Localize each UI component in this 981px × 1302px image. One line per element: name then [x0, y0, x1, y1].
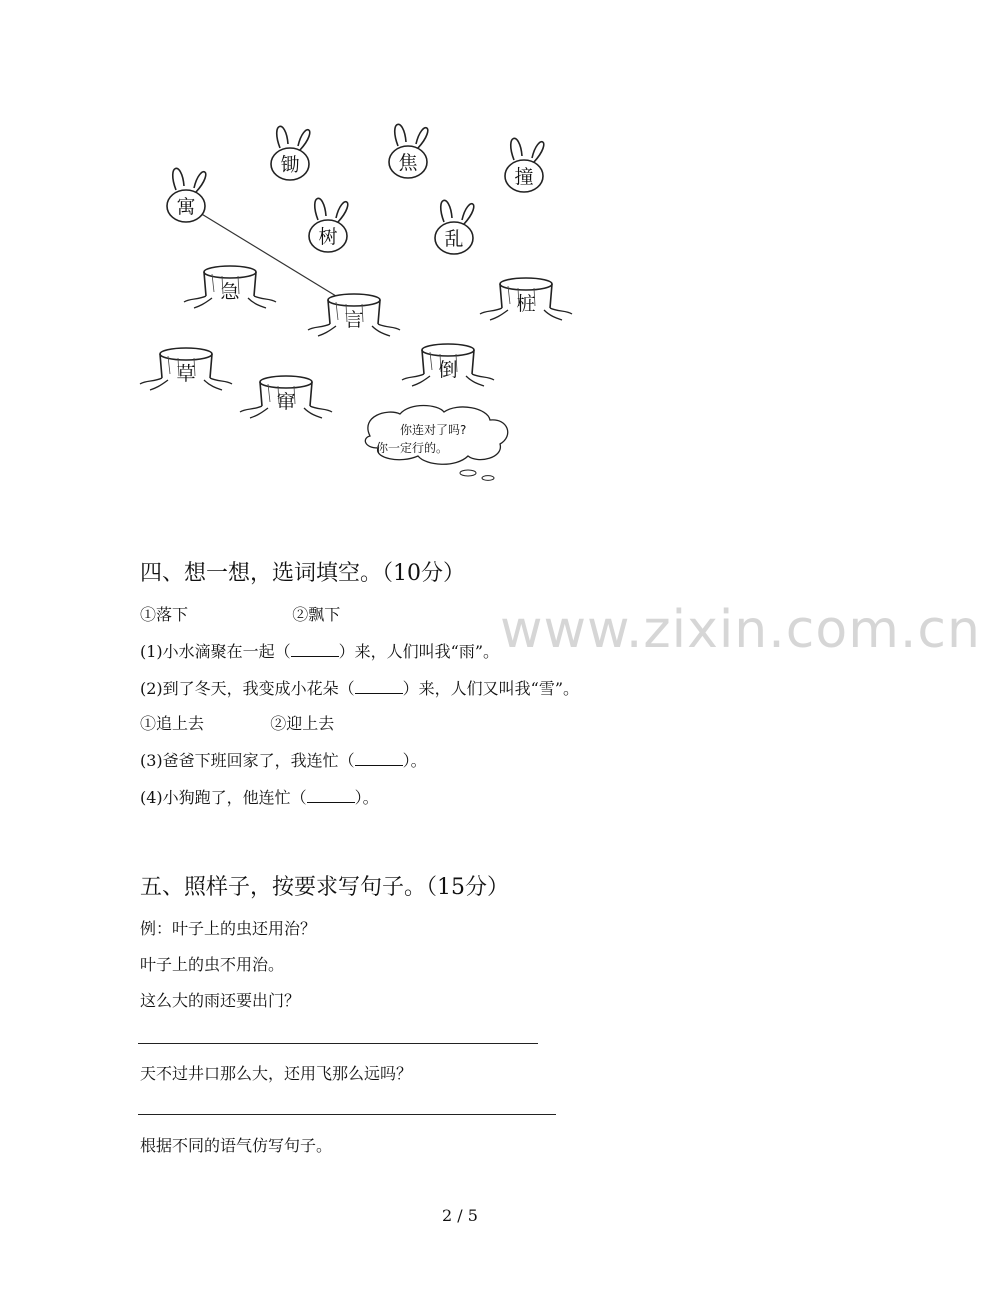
- stump-char: 言: [344, 309, 364, 331]
- stump-yan[interactable]: [308, 294, 400, 336]
- thought-bubble: [365, 406, 507, 481]
- stump-char: 倒: [438, 359, 458, 381]
- option-yingshangqu: ②迎上去: [270, 714, 335, 733]
- question-5-3: 根据不同的语气仿写句子。: [140, 1136, 333, 1155]
- stump-zhuang[interactable]: [480, 278, 572, 320]
- rabbit-luan[interactable]: [435, 200, 474, 254]
- option-luoxia: ①落下: [140, 605, 189, 624]
- rabbit-char: 撞: [514, 166, 534, 188]
- rabbit-char: 树: [318, 226, 338, 248]
- rabbit-zhuang[interactable]: [505, 138, 544, 192]
- stump-char: 草: [176, 363, 196, 385]
- matching-illustration: [138, 118, 578, 488]
- answer-blank[interactable]: [355, 752, 403, 766]
- rabbit-shu[interactable]: [309, 198, 348, 252]
- answer-blank[interactable]: [307, 789, 355, 803]
- matching-figure-svg: [138, 118, 578, 488]
- watermark: www.zixin.com.cn: [500, 600, 981, 660]
- stump-ji[interactable]: [184, 266, 276, 308]
- option-zhuishangqu: ①追上去: [140, 714, 205, 733]
- option-piaoxia: ②飘下: [292, 605, 341, 624]
- stump-dao[interactable]: [402, 344, 494, 386]
- question-5-1: 这么大的雨还要出门？: [140, 991, 301, 1010]
- rabbit-char: 焦: [398, 152, 418, 174]
- stump-char: 桩: [516, 293, 536, 315]
- bubble-line-1: 你连对了吗?: [400, 423, 467, 437]
- answer-blank[interactable]: [291, 643, 339, 657]
- answer-blank[interactable]: [355, 680, 403, 694]
- question-4-2: (2)到了冬天，我变成小花朵（ ）来，人们又叫我“雪”。: [140, 679, 580, 698]
- stump-char: 窜: [276, 391, 296, 413]
- question-4-4: (4)小狗跑了，他连忙（ ）。: [140, 788, 379, 807]
- question-4-1: (1)小水滴聚在一起（ ）来，人们叫我“雨”。: [140, 642, 500, 661]
- answer-line-2[interactable]: [138, 1114, 556, 1115]
- example-question: 例：叶子上的虫还用治？: [140, 919, 317, 938]
- section-4-options-1: [140, 602, 340, 625]
- example-answer: 叶子上的虫不用治。: [140, 955, 285, 974]
- rabbit-char: 锄: [280, 154, 300, 176]
- section-5-title: 五、照样子，按要求写句子。（15分）: [140, 875, 509, 900]
- rabbit-char: 乱: [444, 228, 464, 250]
- question-5-2: 天不过井口那么大，还用飞那么远吗？: [140, 1064, 413, 1083]
- stump-cao[interactable]: [140, 348, 232, 390]
- page-number: 2 / 5: [442, 1206, 478, 1225]
- rabbit-yu[interactable]: [167, 168, 206, 222]
- section-4-title: 四、想一想，选词填空。（10分）: [140, 561, 465, 586]
- stump-char: 急: [220, 281, 240, 303]
- rabbit-chu[interactable]: [271, 126, 310, 180]
- answer-line-1[interactable]: [138, 1043, 538, 1044]
- stump-cuan[interactable]: [240, 376, 332, 418]
- rabbit-jiao[interactable]: [389, 124, 428, 178]
- section-4-options-2: [140, 711, 334, 734]
- bubble-line-2: 你一定行的。: [376, 441, 449, 455]
- rabbit-char: 寓: [176, 196, 196, 218]
- question-4-3: (3)爸爸下班回家了，我连忙（ ）。: [140, 751, 427, 770]
